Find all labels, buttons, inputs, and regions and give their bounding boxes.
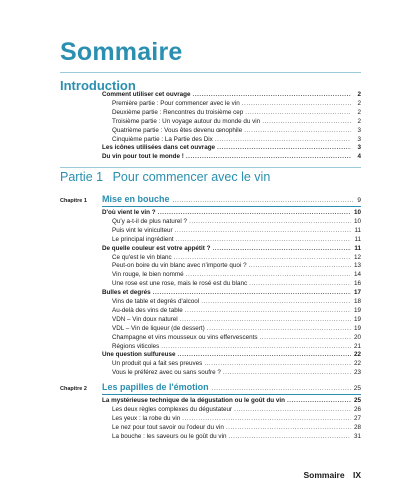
toc-entry-title: La bouche : les saveurs ou le goût du vin [112,432,227,440]
toc-entry-page: 13 [353,262,361,270]
toc-entry-page: 17 [353,289,361,297]
chapter-label: Chapitre 2 [60,386,87,392]
footer-page-number: IX [352,470,361,480]
toc-entry-title: Cinquième partie : La Partie des Dix [112,135,213,143]
toc-entry-page: 11 [354,235,361,243]
toc-entry-title: Au-delà des vins de table [112,306,183,314]
toc-entry-title: Une rose est une rose, mais le rosé est du blanc [112,280,248,288]
toc-entry-page: 22 [353,360,361,368]
toc-leader-dots [173,197,355,204]
toc-leader-dots [223,368,351,378]
toc-entry-page: 2 [357,108,361,116]
toc-entry-title: D'où vient le vin ? [102,209,156,216]
toc-entry-title: Peut-on boire du vin blanc avec n'importe quoi ? [112,262,247,270]
toc-entry-title: Champagne et vins mousseux ou vins effervescents [112,333,258,341]
toc-entry-page: 22 [353,351,361,359]
toc-entry-title: Troisième partie : Un voyage autour du monde du vin [112,117,261,125]
toc-entry-page: 31 [353,432,361,440]
toc-entry-title: Qu'y a-t-il de plus naturel ? [112,217,188,225]
toc-entry-page: 18 [353,298,361,305]
toc-entry-page: 19 [353,324,361,332]
chapter-title: Mise en bouche [102,194,170,204]
part-rule [60,167,361,168]
toc-entry-title: Première partie : Pour commencer avec le vin [112,99,240,107]
footer-label: Sommaire [303,470,345,480]
toc-entry-page: 10 [353,209,361,216]
toc-entry-page: 27 [353,414,361,422]
toc-entry-page: 25 [353,397,361,404]
chapter-title-row [102,382,361,392]
part-header [60,170,270,184]
page-footer [303,470,361,480]
toc-entry [0,368,413,378]
toc-entry-page: 3 [357,126,361,134]
toc-entry-title: De quelle couleur est votre appétit ? [102,244,211,252]
chapter-title: Les papilles de l'émotion [102,382,209,392]
toc-entry-title: Le nez pour tout savoir ou l'odeur du vin [112,423,224,431]
toc-entry-title: Vins de table et degrés d'alcool [112,298,200,305]
toc-entry-title: La mystérieuse technique de la dégustation ou le goût du vin [102,397,285,404]
chapter-page: 25 [353,385,361,392]
toc-entry-title: Deuxième partie : Rencontres du troisième cep [112,108,244,116]
toc-entry-title: Quatrième partie : Vous êtes devenu œnophile [112,126,243,134]
chapter-rule [102,206,361,207]
toc-entry [0,152,413,162]
toc-entry-page: 20 [353,333,361,341]
toc-entry-title: Comment utiliser cet ouvrage [102,91,191,98]
toc-entry-page: 14 [353,271,361,279]
toc-entry-title: Bulles et degrés [102,289,151,297]
toc-entry-page: 4 [357,153,361,161]
toc-entry-page: 12 [353,253,361,261]
page-title: Sommaire [60,38,183,66]
toc-entry-page: 2 [357,117,361,125]
toc-entry-title: Un produit qui a fait ses preuves [112,360,203,368]
toc-entry-page: 3 [357,135,361,143]
toc-entry-title: Vin rouge, le bien nommé [112,271,184,279]
toc-leader-dots [186,152,351,162]
toc-entry-title: Puis vint le viniculteur [112,226,173,234]
toc-entry-title: Vous le préférez avec ou sans soufre ? [112,369,221,377]
toc-entry-page: 23 [353,369,361,377]
toc-leader-dots [212,385,351,392]
chapter-rule [102,394,361,395]
toc-entry-title: Du vin pour tout le monde ! [102,153,184,161]
toc-entry-page: 16 [353,280,361,288]
toc-entry-title: Ce qu'est le vin blanc [112,253,172,261]
toc-entry-page: 19 [353,306,361,314]
toc-entry-title: Les yeux : la robe du vin [112,414,181,422]
section-title-introduction: Introduction [60,78,136,93]
toc-entry-page: 26 [353,405,361,413]
toc-entry-page: 2 [357,91,361,98]
part-number: Partie 1 [60,170,104,184]
title-rule [60,72,361,73]
toc-entry-page: 3 [357,144,361,152]
toc-entry-title: VDN – Vin doux naturel [112,315,178,323]
toc-entry-page: 21 [353,342,361,350]
chapter-label: Chapitre 1 [60,198,87,204]
toc-entry [0,432,413,442]
part-name: Pour commencer avec le vin [112,170,271,184]
toc-entry-page: 11 [354,244,361,252]
chapter-title-row [102,194,361,204]
toc-entry-page: 28 [353,423,361,431]
toc-entry-title: VDL – Vin de liqueur (de dessert) [112,324,205,332]
toc-entry-title: Le principal ingrédient [112,235,174,243]
toc-entry-title: Les deux règles complexes du dégustateur [112,405,233,413]
toc-entry-page: 19 [353,315,361,323]
chapter-page: 9 [357,197,361,204]
toc-entry-title: Une question sulfureuse [102,351,176,359]
toc-entry-title: Les icônes utilisées dans cet ouvrage [102,144,216,152]
toc-entry-page: 2 [357,99,361,107]
toc-entry-page: 10 [353,217,361,225]
toc-entry-title: Régions viticoles [112,342,160,350]
toc-leader-dots [228,432,351,442]
toc-entry-page: 11 [354,226,361,234]
